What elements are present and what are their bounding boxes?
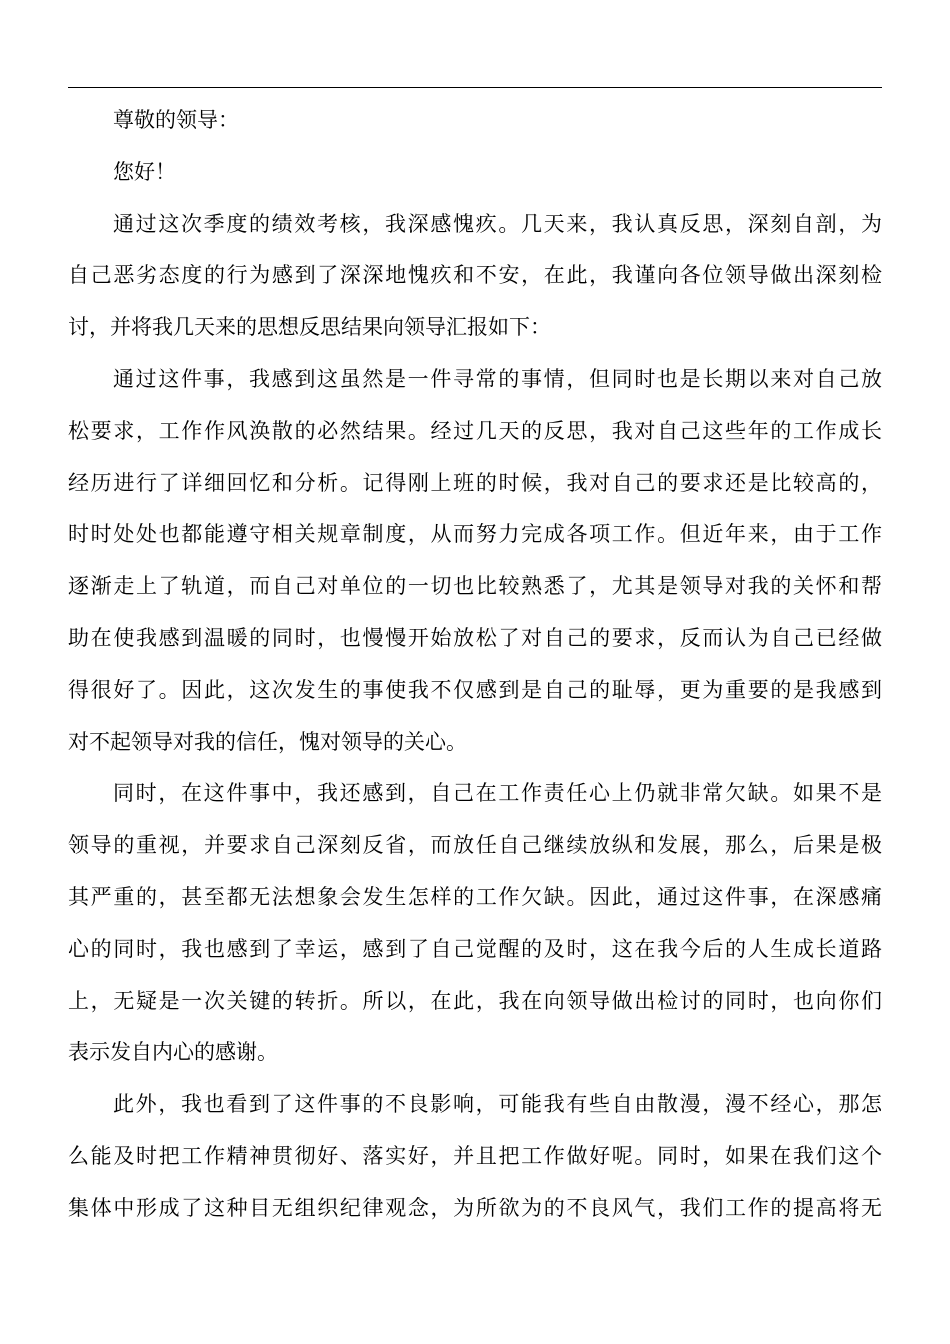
paragraph-1-line-2: 自己恶劣态度的行为感到了深深地愧疚和不安，在此，我谨向各位领导做出深刻检 xyxy=(68,263,882,288)
paragraph-3-line-4: 心的同时，我也感到了幸运，感到了自己觉醒的及时，这在我今后的人生成长道路 xyxy=(68,936,882,961)
paragraph-2-line-1: 通过这件事，我感到这虽然是一件寻常的事情，但同时也是长期以来对自己放 xyxy=(113,366,882,391)
paragraph-4-line-2: 么能及时把工作精神贯彻好、落实好，并且把工作做好呢。同时，如果在我们这个 xyxy=(68,1143,882,1168)
paragraph-3-line-3: 其严重的，甚至都无法想象会发生怎样的工作欠缺。因此，通过这件事，在深感痛 xyxy=(68,884,882,909)
paragraph-3-line-5: 上，无疑是一次关键的转折。所以，在此，我在向领导做出检讨的同时，也向你们 xyxy=(68,988,882,1013)
document-page xyxy=(68,0,882,1344)
paragraph-2-line-2: 松要求，工作作风涣散的必然结果。经过几天的反思，我对自己这些年的工作成长 xyxy=(68,418,882,443)
document-body xyxy=(68,95,882,1235)
paragraph-4-line-3: 集体中形成了这种目无组织纪律观念，为所欲为的不良风气，我们工作的提高将无 xyxy=(68,1195,882,1220)
paragraph-2-line-7: 得很好了。因此，这次发生的事使我不仅感到是自己的耻辱，更为重要的是我感到 xyxy=(68,677,882,702)
paragraph-2-line-4: 时时处处也都能遵守相关规章制度，从而努力完成各项工作。但近年来，由于工作 xyxy=(68,522,882,547)
paragraph-2-line-3: 经历进行了详细回忆和分析。记得刚上班的时候，我对自己的要求还是比较高的， xyxy=(68,470,882,495)
header-rule xyxy=(68,87,882,88)
paragraph-2-line-5: 逐渐走上了轨道，而自己对单位的一切也比较熟悉了，尤其是领导对我的关怀和帮 xyxy=(68,574,882,599)
paragraph-2-line-8: 对不起领导对我的信任，愧对领导的关心。 xyxy=(68,729,467,754)
paragraph-4-line-1: 此外，我也看到了这件事的不良影响，可能我有些自由散漫，漫不经心，那怎 xyxy=(113,1092,882,1117)
salutation: 尊敬的领导： xyxy=(113,108,239,132)
paragraph-3-line-2: 领导的重视，并要求自己深刻反省，而放任自己继续放纵和发展，那么，后果是极 xyxy=(68,833,882,858)
greeting: 您好！ xyxy=(113,159,176,184)
paragraph-1-line-3: 讨，并将我几天来的思想反思结果向领导汇报如下： xyxy=(68,315,551,340)
paragraph-3-line-6: 表示发自内心的感谢。 xyxy=(68,1040,278,1065)
paragraph-3-line-1: 同时，在这件事中，我还感到，自己在工作责任心上仍就非常欠缺。如果不是 xyxy=(113,781,882,806)
paragraph-1-line-1: 通过这次季度的绩效考核，我深感愧疚。几天来，我认真反思，深刻自剖，为 xyxy=(113,211,882,236)
paragraph-2-line-6: 助在使我感到温暖的同时，也慢慢开始放松了对自己的要求，反而认为自己已经做 xyxy=(68,625,882,650)
